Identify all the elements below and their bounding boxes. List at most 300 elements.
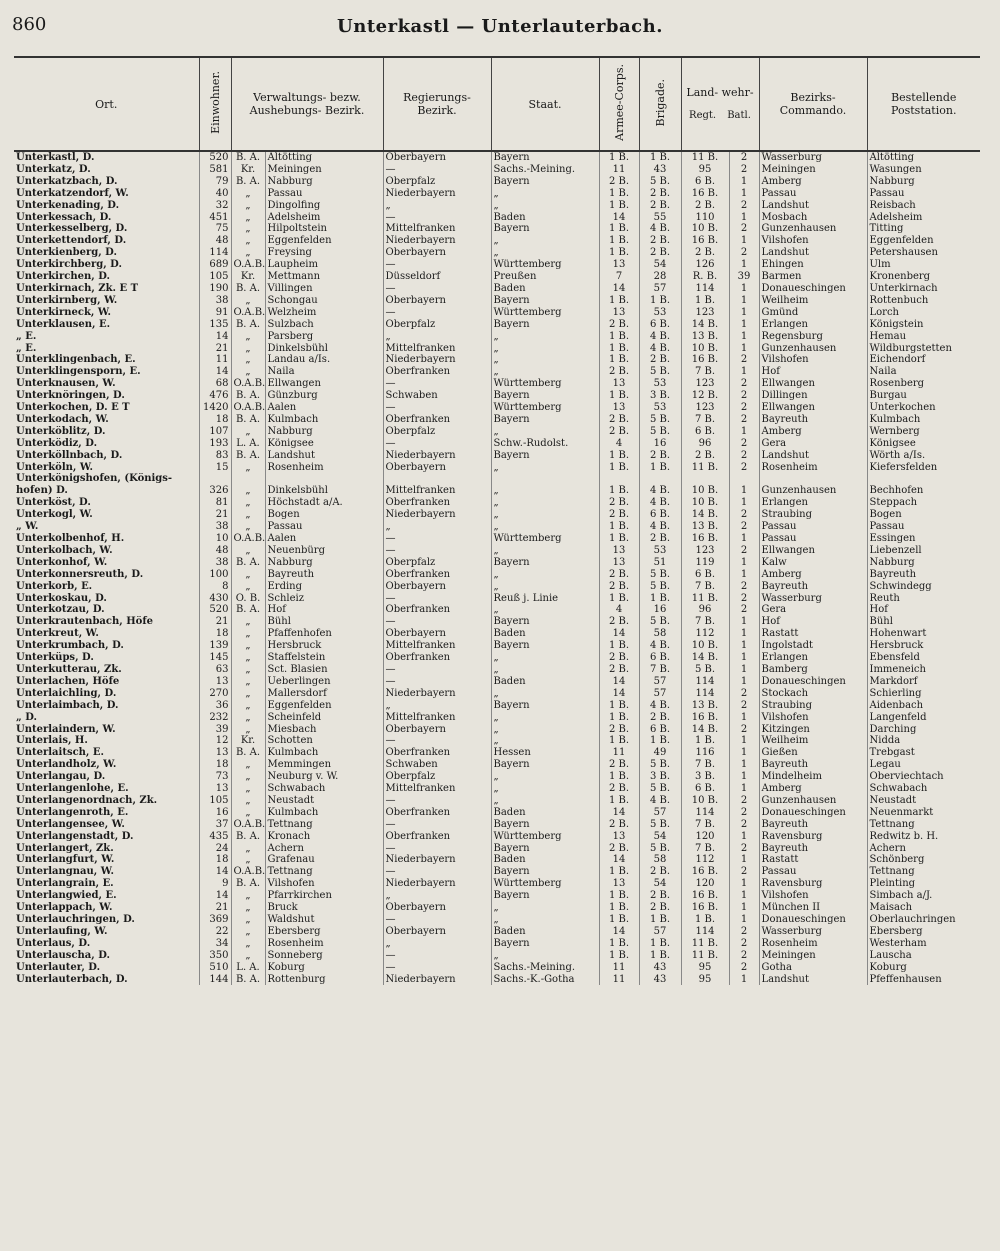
place-name-cell: Unterkochen, D. E T — [16, 402, 130, 414]
army-corps-cell: 1 B. — [599, 343, 639, 355]
population-cell: 190 — [199, 283, 231, 295]
post-station-cell: Reuth — [867, 593, 980, 605]
landwehr-battalion-cell: 2 — [729, 819, 759, 831]
post-station-cell: Kiefersfelden — [867, 462, 980, 474]
post-station-cell: Schwindegg — [867, 581, 980, 593]
government-district-cell: Oberbayern — [383, 902, 491, 914]
place-name-cell: Unterlauchringen, D. — [16, 914, 135, 925]
table-row — [14, 307, 980, 319]
brigade-cell: 4 B. — [639, 331, 681, 343]
post-station-cell: Tettnang — [867, 819, 980, 831]
population-cell: 105 — [199, 271, 231, 283]
place-name-cell: „ D. — [16, 711, 38, 723]
district-cell: Kronach — [265, 831, 383, 843]
brigade-cell: 5 B. — [639, 581, 681, 593]
post-station-cell: Darching — [867, 724, 980, 736]
state-cell: „ — [491, 950, 599, 962]
army-corps-cell: 13 — [599, 878, 639, 890]
table-row — [14, 783, 980, 795]
admin-type-cell: „ — [231, 938, 265, 950]
district-command-cell: Landshut — [759, 974, 867, 986]
place-name-cell: Unterlauter, D. — [16, 961, 101, 973]
brigade-cell: 53 — [639, 545, 681, 557]
district-cell: Welzheim — [265, 307, 383, 319]
state-cell: Bayern — [491, 640, 599, 652]
government-district-cell: Oberpfalz — [383, 557, 491, 569]
table-row — [14, 390, 980, 402]
government-district-cell: Mittelfranken — [383, 783, 491, 795]
admin-type-cell: O.A.B. — [231, 819, 265, 831]
table-row — [14, 259, 980, 271]
brigade-cell: 51 — [639, 557, 681, 569]
admin-type-cell: B. A. — [231, 390, 265, 402]
population-cell: 79 — [199, 176, 231, 188]
district-cell: Mettmann — [265, 271, 383, 283]
post-station-cell: Maisach — [867, 902, 980, 914]
population-cell: 145 — [199, 652, 231, 664]
state-cell: „ — [491, 485, 599, 497]
government-district-cell: Oberbayern — [383, 295, 491, 307]
landwehr-regiment-cell: 13 B. — [681, 521, 729, 533]
government-district-cell: Oberfranken — [383, 414, 491, 426]
place-name-cell: Unterlangnau, W. — [16, 866, 114, 878]
landwehr-battalion-cell: 1 — [729, 295, 759, 307]
district-cell: Memmingen — [265, 759, 383, 771]
district-command-cell: Wasserburg — [759, 926, 867, 938]
district-command-cell: Mindelheim — [759, 771, 867, 783]
landwehr-battalion-cell: 1 — [729, 712, 759, 724]
landwehr-regiment-cell: 16 B. — [681, 890, 729, 902]
district-command-cell: Donaueschingen — [759, 283, 867, 295]
district-cell: Sct. Blasien — [265, 664, 383, 676]
government-district-cell: — — [383, 843, 491, 855]
state-cell: Baden — [491, 676, 599, 688]
army-corps-cell: 2 B. — [599, 616, 639, 628]
brigade-cell: 4 B. — [639, 343, 681, 355]
district-cell: Schwabach — [265, 783, 383, 795]
admin-type-cell: „ — [231, 854, 265, 866]
district-command-cell: Dillingen — [759, 390, 867, 402]
place-name-cell: Unterkrumbach, D. — [16, 640, 124, 652]
table-row — [14, 819, 980, 831]
brigade-cell: 49 — [639, 747, 681, 759]
post-station-cell: Achern — [867, 843, 980, 855]
landwehr-regiment-cell: 123 — [681, 378, 729, 390]
place-name-cell: Unterlangfurt, W. — [16, 854, 115, 866]
government-district-cell: Mittelfranken — [383, 712, 491, 724]
state-cell: Bayern — [491, 700, 599, 712]
army-corps-cell: 1 B. — [599, 223, 639, 235]
brigade-cell: 1 B. — [639, 295, 681, 307]
landwehr-regiment-cell: 110 — [681, 212, 729, 224]
landwehr-regiment-cell: 116 — [681, 747, 729, 759]
landwehr-regiment-cell: 11 B. — [681, 462, 729, 474]
population-cell: 75 — [199, 223, 231, 235]
table-row — [14, 223, 980, 235]
place-name-cell: Unterlangensee, W. — [16, 818, 125, 830]
landwehr-regiment-cell: 6 B. — [681, 426, 729, 438]
district-command-cell: Amberg — [759, 426, 867, 438]
army-corps-cell: 1 B. — [599, 331, 639, 343]
district-command-cell: Gunzenhausen — [759, 343, 867, 355]
district-cell: Bühl — [265, 616, 383, 628]
place-name-cell: Unterkettendorf, D. — [16, 235, 127, 247]
landwehr-battalion-cell: 2 — [729, 604, 759, 616]
place-name-cell: Unterlauterbach, D. — [16, 973, 128, 985]
admin-type-cell: „ — [231, 950, 265, 962]
landwehr-regiment-cell: 123 — [681, 402, 729, 414]
page-number: 860 — [12, 14, 47, 35]
register-body — [14, 151, 980, 985]
army-corps-cell: 2 B. — [599, 414, 639, 426]
admin-type-cell: O.A.B. — [231, 378, 265, 390]
district-command-cell: Landshut — [759, 450, 867, 462]
state-cell: Württemberg — [491, 378, 599, 390]
place-name-cell: Unterkonnersreuth, D. — [16, 568, 144, 580]
population-cell: 144 — [199, 974, 231, 986]
army-corps-cell: 1 B. — [599, 735, 639, 747]
landwehr-regiment-cell: 120 — [681, 878, 729, 890]
admin-type-cell: „ — [231, 366, 265, 378]
brigade-cell: 2 B. — [639, 902, 681, 914]
landwehr-regiment-cell: 14 B. — [681, 509, 729, 521]
population-cell: 10 — [199, 533, 231, 545]
population-cell: 39 — [199, 724, 231, 736]
table-row — [14, 545, 980, 557]
place-name-cell: Unterkirneck, W. — [16, 306, 112, 318]
brigade-cell: 4 B. — [639, 640, 681, 652]
admin-type-cell: „ — [231, 581, 265, 593]
table-row — [14, 283, 980, 295]
landwehr-battalion-cell: 2 — [729, 151, 759, 164]
state-cell: Baden — [491, 807, 599, 819]
district-command-cell: Mosbach — [759, 212, 867, 224]
place-name-cell: Unterlaitsch, E. — [16, 747, 104, 759]
army-corps-cell: 7 — [599, 271, 639, 283]
state-cell: Bayern — [491, 151, 599, 164]
population-cell: 68 — [199, 378, 231, 390]
table-row — [14, 604, 980, 616]
army-corps-cell: 2 B. — [599, 569, 639, 581]
army-corps-cell: 2 B. — [599, 783, 639, 795]
admin-type-cell: B. A. — [231, 747, 265, 759]
army-corps-cell: 13 — [599, 545, 639, 557]
district-cell: Pfaffenhofen — [265, 628, 383, 640]
landwehr-battalion-cell: 2 — [729, 354, 759, 366]
brigade-cell: 55 — [639, 212, 681, 224]
landwehr-regiment-cell: 7 B. — [681, 759, 729, 771]
district-cell: Naila — [265, 366, 383, 378]
brigade-cell: 2 B. — [639, 354, 681, 366]
landwehr-battalion-cell: 2 — [729, 414, 759, 426]
post-station-cell: Hohenwart — [867, 628, 980, 640]
post-station-cell: Rosenberg — [867, 378, 980, 390]
table-row — [14, 688, 980, 700]
post-station-cell: Schwabach — [867, 783, 980, 795]
army-corps-cell: 14 — [599, 688, 639, 700]
table-row — [14, 295, 980, 307]
post-station-cell: Aidenbach — [867, 700, 980, 712]
state-cell: Bayern — [491, 843, 599, 855]
brigade-cell: 43 — [639, 164, 681, 176]
district-cell: Nabburg — [265, 176, 383, 188]
district-cell: Hilpoltstein — [265, 223, 383, 235]
brigade-cell: 7 B. — [639, 664, 681, 676]
landwehr-battalion-cell: 2 — [729, 866, 759, 878]
landwehr-regiment-cell: 16 B. — [681, 354, 729, 366]
post-station-cell: Pfeffenhausen — [867, 974, 980, 986]
army-corps-cell: 1 B. — [599, 295, 639, 307]
admin-type-cell: „ — [231, 676, 265, 688]
district-command-cell: Weilheim — [759, 735, 867, 747]
landwehr-regiment-cell: 95 — [681, 962, 729, 974]
place-name-cell: Unterkatz, D. — [16, 163, 91, 175]
brigade-cell: 2 B. — [639, 533, 681, 545]
state-cell: „ — [491, 688, 599, 700]
state-cell: „ — [491, 247, 599, 259]
army-corps-cell: 11 — [599, 962, 639, 974]
place-name-cell: Unterklingensporn, E. — [16, 366, 141, 378]
admin-type-cell — [231, 473, 265, 485]
district-cell: Rottenburg — [265, 974, 383, 986]
district-cell: Pfarrkirchen — [265, 890, 383, 902]
place-name-cell: Unterkodach, W. — [16, 413, 109, 425]
place-name-cell: Unterlangau, D. — [16, 771, 106, 783]
state-cell: Baden — [491, 926, 599, 938]
army-corps-cell: 1 B. — [599, 521, 639, 533]
admin-type-cell: „ — [231, 628, 265, 640]
army-corps-cell: 13 — [599, 307, 639, 319]
population-cell: 81 — [199, 497, 231, 509]
table-row — [14, 902, 980, 914]
government-district-cell: Oberfranken — [383, 604, 491, 616]
table-row — [14, 866, 980, 878]
government-district-cell: — — [383, 164, 491, 176]
population-cell: 476 — [199, 390, 231, 402]
government-district-cell: — — [383, 283, 491, 295]
place-name-cell: Unterlaus, D. — [16, 937, 91, 949]
col-header-brigade: Brigade. — [639, 57, 681, 151]
table-row — [14, 426, 980, 438]
table-row — [14, 462, 980, 474]
government-district-cell: Oberfranken — [383, 747, 491, 759]
landwehr-battalion-cell: 1 — [729, 890, 759, 902]
government-district-cell: Oberfranken — [383, 652, 491, 664]
place-name-cell: Unterkolbach, W. — [16, 544, 113, 556]
brigade-cell: 5 B. — [639, 366, 681, 378]
population-cell: 12 — [199, 735, 231, 747]
population-cell: 520 — [199, 151, 231, 164]
place-name-cell: Unterlaimbach, D. — [16, 699, 119, 711]
admin-type-cell: „ — [231, 640, 265, 652]
admin-type-cell: B. A. — [231, 557, 265, 569]
post-station-cell: Bayreuth — [867, 569, 980, 581]
state-cell: Baden — [491, 628, 599, 640]
admin-type-cell: „ — [231, 295, 265, 307]
landwehr-battalion-cell: 1 — [729, 283, 759, 295]
post-station-cell: Hemau — [867, 331, 980, 343]
district-command-cell: Amberg — [759, 569, 867, 581]
government-district-cell: Schwaben — [383, 759, 491, 771]
post-station-cell: Hof — [867, 604, 980, 616]
table-row — [14, 593, 980, 605]
place-name-cell: hofen) D. — [16, 485, 68, 497]
place-name-cell: Unterkirnach, Zk. E T — [16, 282, 139, 294]
state-cell: Bayern — [491, 295, 599, 307]
admin-type-cell: B. A. — [231, 283, 265, 295]
landwehr-battalion-cell: 2 — [729, 545, 759, 557]
brigade-cell: 5 B. — [639, 414, 681, 426]
table-row — [14, 843, 980, 855]
table-row — [14, 521, 980, 533]
population-cell: 21 — [199, 616, 231, 628]
district-cell: Koburg — [265, 962, 383, 974]
population-cell: 24 — [199, 843, 231, 855]
landwehr-regiment-cell: 2 B. — [681, 450, 729, 462]
table-row — [14, 652, 980, 664]
table-row — [14, 759, 980, 771]
table-row — [14, 414, 980, 426]
population-cell: 83 — [199, 450, 231, 462]
population-cell: 11 — [199, 354, 231, 366]
district-cell: Altötting — [265, 151, 383, 164]
state-cell: Baden — [491, 212, 599, 224]
state-cell: „ — [491, 712, 599, 724]
district-cell: Ellwangen — [265, 378, 383, 390]
state-cell: Württemberg — [491, 259, 599, 271]
population-cell: 510 — [199, 962, 231, 974]
district-command-cell: Ellwangen — [759, 402, 867, 414]
district-command-cell: Bamberg — [759, 664, 867, 676]
army-corps-cell: 2 B. — [599, 366, 639, 378]
place-name-cell: Unterknausen, W. — [16, 378, 116, 390]
district-cell: Dingolfing — [265, 200, 383, 212]
district-command-cell: Erlangen — [759, 652, 867, 664]
table-row — [14, 700, 980, 712]
landwehr-battalion-cell: 2 — [729, 164, 759, 176]
population-cell: 105 — [199, 795, 231, 807]
place-name-cell: Unterkenading, D. — [16, 199, 120, 211]
brigade-cell: 5 B. — [639, 759, 681, 771]
table-row — [14, 962, 980, 974]
state-cell: Württemberg — [491, 402, 599, 414]
landwehr-regiment-cell: 10 B. — [681, 640, 729, 652]
table-row — [14, 557, 980, 569]
government-district-cell: Niederbayern — [383, 974, 491, 986]
place-name-cell: Unterlaindern, W. — [16, 723, 116, 735]
landwehr-regiment-cell: 14 B. — [681, 724, 729, 736]
admin-type-cell: „ — [231, 509, 265, 521]
government-district-cell: Niederbayern — [383, 878, 491, 890]
admin-type-cell: „ — [231, 843, 265, 855]
table-row — [14, 914, 980, 926]
post-station-cell: Hersbruck — [867, 640, 980, 652]
landwehr-battalion-cell: 2 — [729, 450, 759, 462]
brigade-cell: 2 B. — [639, 712, 681, 724]
state-cell: Bayern — [491, 866, 599, 878]
district-command-cell: Passau — [759, 866, 867, 878]
district-command-cell: Gera — [759, 438, 867, 450]
landwehr-battalion-cell: 2 — [729, 581, 759, 593]
population-cell: 193 — [199, 438, 231, 450]
state-cell: Reuß j. Linie — [491, 593, 599, 605]
brigade-cell: 2 B. — [639, 200, 681, 212]
post-station-cell: Wildburgstetten — [867, 343, 980, 355]
government-district-cell: Oberbayern — [383, 462, 491, 474]
district-cell: Kulmbach — [265, 414, 383, 426]
place-name-cell: Unterkatzbach, D. — [16, 175, 118, 187]
government-district-cell: Niederbayern — [383, 450, 491, 462]
brigade-cell: 54 — [639, 259, 681, 271]
district-command-cell: Stockach — [759, 688, 867, 700]
brigade-cell: 4 B. — [639, 521, 681, 533]
place-name-cell: Unterlangenstadt, D. — [16, 830, 134, 842]
landwehr-battalion-cell: 1 — [729, 557, 759, 569]
post-station-cell: Wernberg — [867, 426, 980, 438]
post-station-cell: Redwitz b. H. — [867, 831, 980, 843]
population-cell: 1420 — [199, 402, 231, 414]
col-header-landwehr — [681, 57, 759, 151]
government-district-cell: Niederbayern — [383, 188, 491, 200]
table-row — [14, 378, 980, 390]
landwehr-battalion-cell: 1 — [729, 569, 759, 581]
post-station-cell: Liebenzell — [867, 545, 980, 557]
place-name-cell: Unterköblitz, D. — [16, 425, 106, 437]
admin-type-cell: „ — [231, 188, 265, 200]
landwehr-battalion-cell: 1 — [729, 628, 759, 640]
post-station-cell: Oberviechtach — [867, 771, 980, 783]
population-cell: 8 — [199, 581, 231, 593]
population-cell: 270 — [199, 688, 231, 700]
population-cell: 100 — [199, 569, 231, 581]
army-corps-cell: 1 B. — [599, 902, 639, 914]
army-corps-cell: 13 — [599, 378, 639, 390]
landwehr-battalion-cell: 2 — [729, 807, 759, 819]
admin-type-cell: B. A. — [231, 414, 265, 426]
place-name-cell: Unterkirchberg, D. — [16, 259, 122, 271]
district-cell: Achern — [265, 843, 383, 855]
army-corps-cell: 2 B. — [599, 724, 639, 736]
district-command-cell: Kalw — [759, 557, 867, 569]
landwehr-regiment-cell: R. B. — [681, 271, 729, 283]
government-district-cell: — — [383, 378, 491, 390]
post-station-cell: Wörth a/Is. — [867, 450, 980, 462]
district-command-cell: Rastatt — [759, 854, 867, 866]
army-corps-cell: 2 B. — [599, 176, 639, 188]
admin-type-cell: „ — [231, 462, 265, 474]
table-row — [14, 485, 980, 497]
post-station-cell: Altötting — [867, 151, 980, 164]
army-corps-cell: 14 — [599, 628, 639, 640]
admin-type-cell: O. B. — [231, 593, 265, 605]
table-row — [14, 890, 980, 902]
government-district-cell: Mittelfranken — [383, 223, 491, 235]
state-cell: Bayern — [491, 176, 599, 188]
landwehr-battalion-cell: 2 — [729, 462, 759, 474]
state-cell: Bayern — [491, 557, 599, 569]
district-cell: Rosenheim — [265, 938, 383, 950]
post-station-cell: Rottenbuch — [867, 295, 980, 307]
state-cell: Württemberg — [491, 878, 599, 890]
district-command-cell: Amberg — [759, 176, 867, 188]
admin-type-cell: „ — [231, 212, 265, 224]
district-cell: Günzburg — [265, 390, 383, 402]
admin-type-cell: Kr. — [231, 735, 265, 747]
admin-type-cell: O.A.B. — [231, 402, 265, 414]
place-name-cell: Unterkirnberg, W. — [16, 294, 118, 306]
admin-type-cell: „ — [231, 223, 265, 235]
army-corps-cell: 1 B. — [599, 866, 639, 878]
